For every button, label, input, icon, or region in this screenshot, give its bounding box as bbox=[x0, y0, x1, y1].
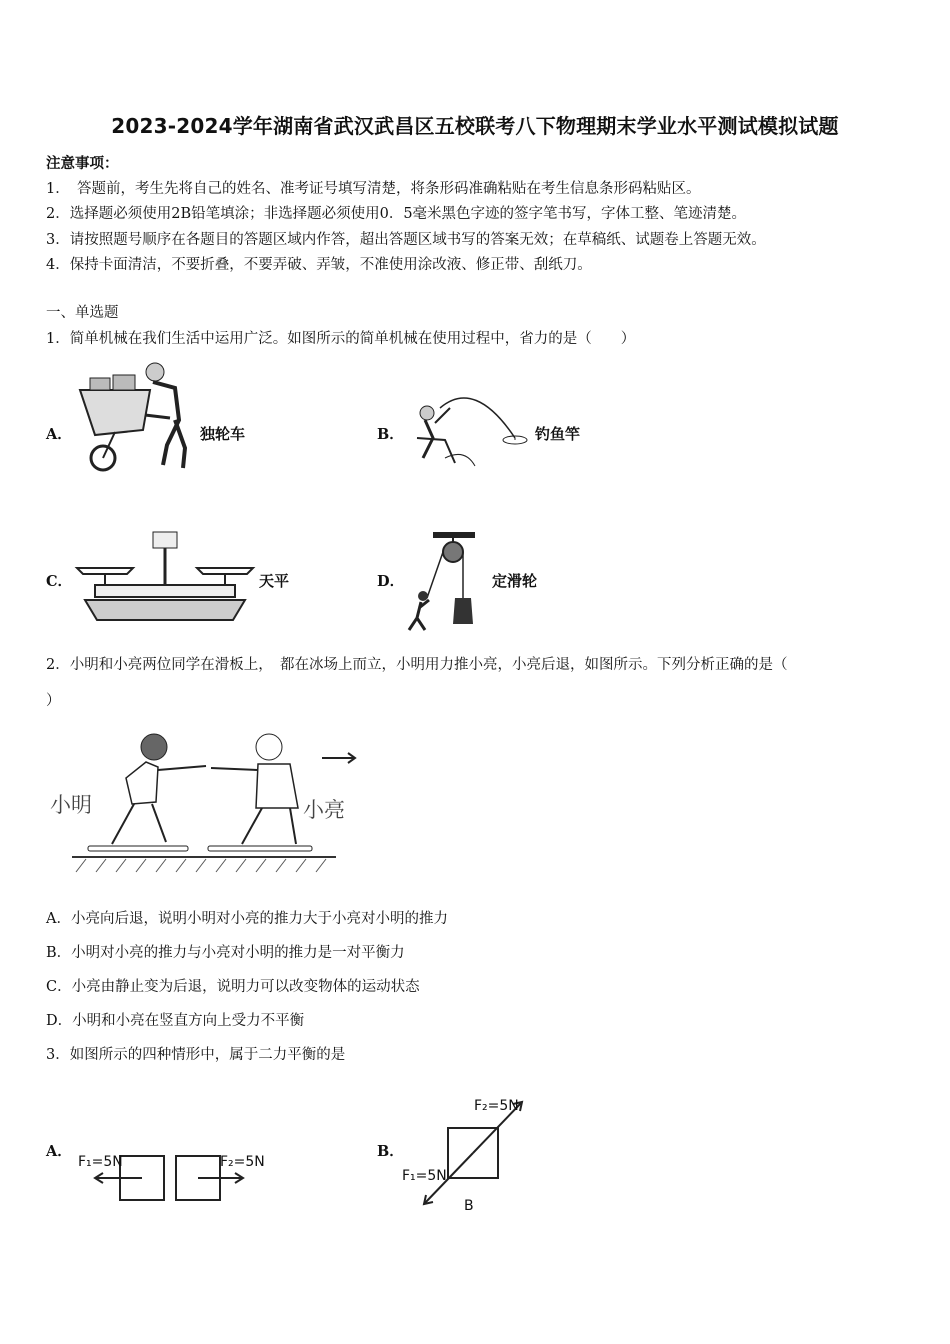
q1-option-d-caption: 定滑轮 bbox=[492, 572, 538, 590]
q1-option-a-caption: 独轮车 bbox=[200, 425, 246, 443]
q1-option-b-letter: B． bbox=[377, 426, 404, 443]
notice-item: 1． 答题前，考生先将自己的姓名、准考证号填写清楚，将条形码准确粘贴在考生信息条形码粘贴区。 bbox=[46, 181, 701, 197]
fishing-rod-figure bbox=[405, 378, 530, 476]
q3-figure-b bbox=[400, 1092, 550, 1214]
q2-option-b: B．小明对小亮的推力与小亮对小明的推力是一对平衡力 bbox=[46, 945, 405, 961]
q2-option-a: A．小亮向后退，说明小明对小亮的推力大于小亮对小明的推力 bbox=[46, 911, 448, 927]
notice-item: 2．选择题必须使用2B铅笔填涂；非选择题必须使用0．5毫米黑色字迹的签字笔书写，字体工整、笔迹清楚。 bbox=[46, 206, 747, 222]
force-f2-label: F₂=5N bbox=[220, 1154, 265, 1170]
question-2-stem-cont: ） bbox=[46, 693, 61, 709]
q1-option-c-caption: 天平 bbox=[259, 572, 290, 590]
balance-scale-figure bbox=[75, 530, 255, 625]
question-3-stem: 3．如图所示的四种情形中，属于二力平衡的是 bbox=[46, 1047, 346, 1063]
wheelbarrow-figure bbox=[75, 360, 195, 475]
left-skater-label: 小明 bbox=[50, 793, 92, 817]
q1-option-b-caption: 钓鱼竿 bbox=[535, 425, 581, 443]
right-skater-label: 小亮 bbox=[303, 798, 345, 822]
q3-option-a-letter: A． bbox=[46, 1143, 72, 1160]
notice-item: 4．保持卡面清洁，不要折叠，不要弄破、弄皱，不准使用涂改液、修正带、刮纸刀。 bbox=[46, 257, 592, 273]
question-2-stem: 2．小明和小亮两位同学在滑板上， 都在冰场上而立，小明用力推小亮，小亮后退，如图所示。下列分析正确的是（ bbox=[46, 657, 788, 673]
skaters-figure bbox=[46, 722, 366, 877]
section-heading: 一、单选题 bbox=[46, 305, 119, 321]
q2-option-c: C．小亮由静止变为后退，说明力可以改变物体的运动状态 bbox=[46, 979, 420, 995]
force-f1-label: F₁=5N bbox=[402, 1168, 447, 1184]
force-f1-label: F₁=5N bbox=[78, 1154, 123, 1170]
notice-heading: 注意事项： bbox=[46, 155, 119, 172]
q1-option-c-letter: C． bbox=[46, 573, 73, 590]
figure-label: B bbox=[464, 1198, 474, 1214]
q2-option-d: D．小明和小亮在竖直方向上受力不平衡 bbox=[46, 1013, 305, 1029]
q1-option-a-letter: A． bbox=[46, 426, 72, 443]
q3-figure-a bbox=[76, 1148, 266, 1208]
q1-option-d-letter: D． bbox=[377, 573, 405, 590]
page-title: 2023-2024学年湖南省武汉武昌区五校联考八下物理期末学业水平测试模拟试题 bbox=[111, 114, 839, 138]
q3-option-b-letter: B． bbox=[377, 1143, 404, 1160]
fixed-pulley-figure bbox=[405, 530, 490, 635]
notice-item: 3．请按照题号顺序在各题目的答题区域内作答，超出答题区域书写的答案无效；在草稿纸、试题卷上答题无效。 bbox=[46, 232, 766, 248]
question-1-stem: 1．简单机械在我们生活中运用广泛。如图所示的简单机械在使用过程中，省力的是（ ） bbox=[46, 331, 636, 347]
force-f2-label: F₂=5N bbox=[474, 1098, 519, 1114]
